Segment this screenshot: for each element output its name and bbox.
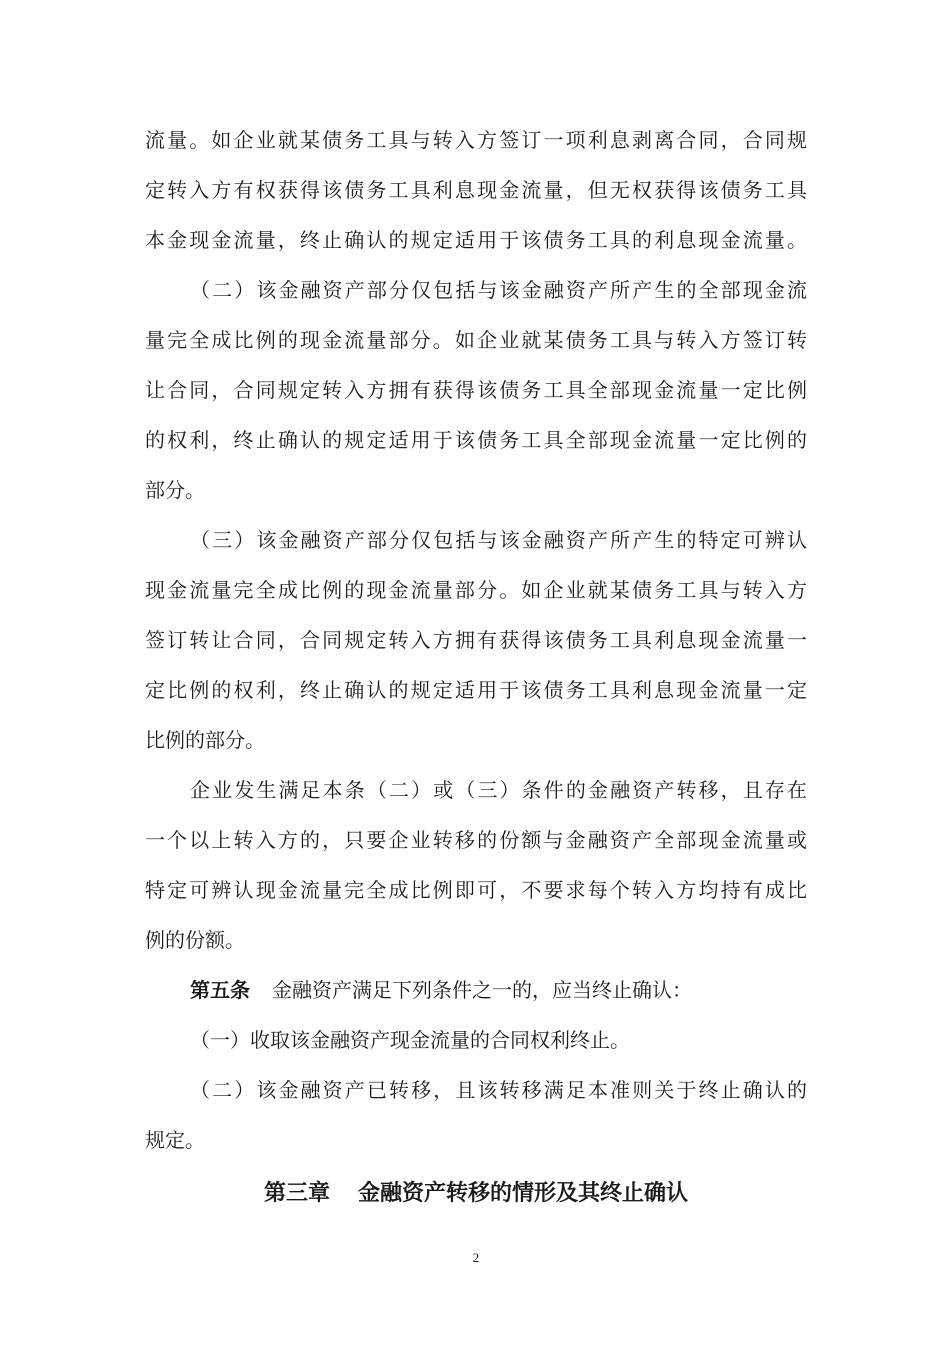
text-line: （二）该金融资产已转移，且该转移满足本准则关于终止确认的 <box>190 1078 807 1102</box>
chapter-label: 第三章 <box>263 1181 330 1206</box>
text-line: 定比例的权利，终止确认的规定适用于该债务工具利息现金流量一定 <box>145 678 807 702</box>
page-number: 2 <box>472 1250 480 1265</box>
text-line: 比例的部分。 <box>145 728 265 752</box>
article-label: 第五条 <box>190 978 250 1002</box>
text-line: 签订转让合同，合同规定转入方拥有获得该债务工具利息现金流量一 <box>145 628 807 652</box>
text-line: 部分。 <box>145 478 205 502</box>
text-line: 特定可辨认现金流量完全成比例即可，不要求每个转入方均持有成比 <box>145 878 807 902</box>
text-line: 规定。 <box>145 1128 205 1152</box>
text-line: 定转入方有权获得该债务工具利息现金流量，但无权获得该债务工具 <box>145 178 807 202</box>
chapter-heading <box>0 1177 952 1211</box>
article-text: 金融资产满足下列条件之一的，应当终止确认： <box>272 978 692 1002</box>
text-line: 企业发生满足本条（二）或（三）条件的金融资产转移，且存在 <box>190 778 807 802</box>
text-line: （二）该金融资产部分仅包括与该金融资产所产生的全部现金流 <box>190 278 807 302</box>
article-line <box>190 975 807 1005</box>
chapter-title: 金融资产转移的情形及其终止确认 <box>358 1181 689 1206</box>
text-line: 让合同，合同规定转入方拥有获得该债务工具全部现金流量一定比例 <box>145 378 807 402</box>
text-line: 的权利，终止确认的规定适用于该债务工具全部现金流量一定比例的 <box>145 428 807 452</box>
text-line: 例的份额。 <box>145 928 245 952</box>
text-line: 量完全成比例的现金流量部分。如企业就某债务工具与转入方签订转 <box>145 328 807 352</box>
text-line: 现金流量完全成比例的现金流量部分。如企业就某债务工具与转入方 <box>145 578 807 602</box>
text-line: 一个以上转入方的，只要企业转移的份额与金融资产全部现金流量或 <box>145 828 807 852</box>
text-line: （一）收取该金融资产现金流量的合同权利终止。 <box>190 1028 630 1052</box>
text-line: 流量。如企业就某债务工具与转入方签订一项利息剥离合同，合同规 <box>145 128 807 152</box>
text-line: 本金现金流量，终止确认的规定适用于该债务工具的利息现金流量。 <box>145 228 807 252</box>
text-line: （三）该金融资产部分仅包括与该金融资产所产生的特定可辨认 <box>190 528 807 552</box>
